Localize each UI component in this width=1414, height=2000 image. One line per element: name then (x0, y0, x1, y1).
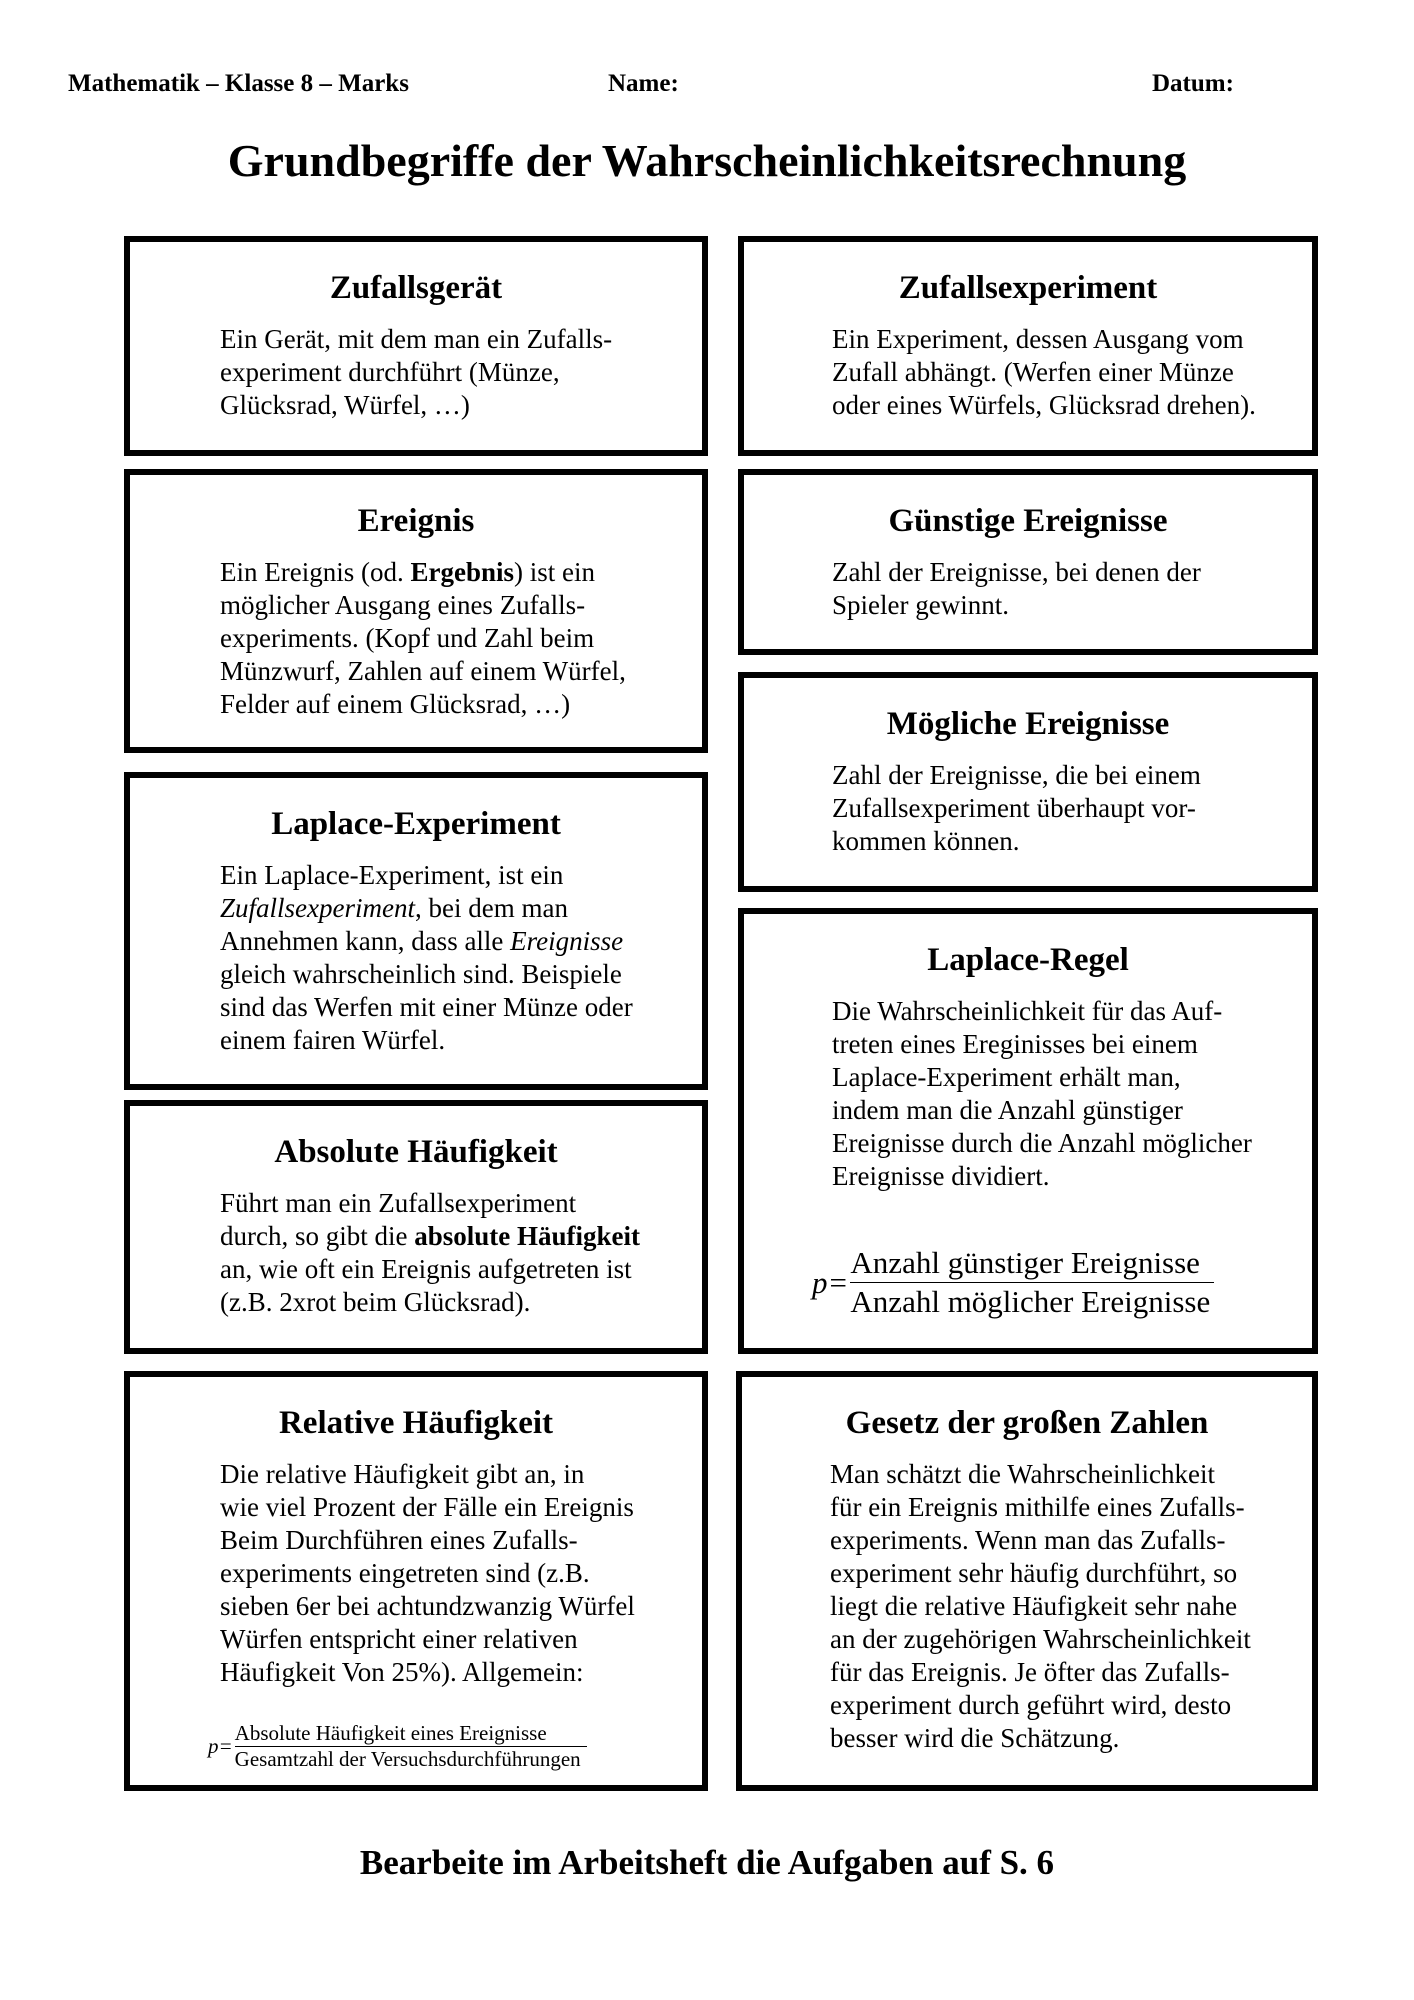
card-text-line: Ereignisse dividiert. (832, 1161, 1050, 1191)
formula-denominator: Gesamtzahl der Versuchsdurchführungen (234, 1747, 581, 1771)
italic-term: Ereignisse (510, 926, 624, 956)
card-text-line: Glücksrad, Würfel, …) (220, 390, 470, 420)
card-text-line: wie viel Prozent der Fälle ein Ereignis (220, 1492, 634, 1522)
ergebnis-term: Ergebnis (410, 557, 514, 587)
card-text-line: Münzwurf, Zahlen auf einem Würfel, (220, 656, 626, 686)
card-title: Laplace-Experiment (271, 806, 561, 842)
card-zufallsgeraet (124, 236, 708, 456)
card-text-line: kommen können. (832, 826, 1020, 856)
card-text-line: besser wird die Schätzung. (830, 1723, 1120, 1753)
card-text-line: Würfen entspricht einer relativen (220, 1624, 578, 1654)
date-label: Datum: (1152, 70, 1234, 97)
card-text-line: Führt man ein Zufallsexperiment (220, 1188, 577, 1218)
card-text-line: experiment durchführt (Münze, (220, 357, 560, 387)
card-text-line: experiments. Wenn man das Zufalls- (830, 1525, 1226, 1555)
page-title: Grundbegriffe der Wahrscheinlichkeitsrechnung (227, 135, 1187, 186)
card-text-line: Man schätzt die Wahrscheinlichkeit (830, 1459, 1215, 1489)
card-guenstige-ereignisse (738, 469, 1318, 655)
card-text-line: liegt die relative Häufigkeit sehr nahe (830, 1591, 1238, 1621)
card-text-line: für ein Ereignis mithilfe eines Zufalls- (830, 1492, 1245, 1522)
card-text-line: indem man die Anzahl günstiger (832, 1095, 1183, 1125)
course-label: Mathematik – Klasse 8 – Marks (68, 70, 409, 97)
card-absolute-haeufigkeit (124, 1100, 708, 1354)
card-laplace-experiment (124, 772, 708, 1090)
card-text-line: Zufallsexperiment überhaupt vor- (832, 793, 1196, 823)
card-text-line: Ereignisse durch die Anzahl möglicher (832, 1128, 1252, 1158)
card-title: Gesetz der großen Zahlen (845, 1405, 1209, 1441)
card-ereignis (124, 469, 708, 753)
card-text-line: Ein Laplace-Experiment, ist ein (220, 860, 564, 890)
card-text-line: oder eines Würfels, Glücksrad drehen). (832, 390, 1256, 420)
card-text-line: sind das Werfen mit einer Münze oder (220, 992, 633, 1022)
card-text-line: an, wie oft ein Ereignis aufgetreten ist (220, 1254, 632, 1284)
card-title: Laplace-Regel (927, 942, 1129, 978)
formula-numerator: Anzahl günstiger Ereignisse (850, 1244, 1214, 1283)
card-title: Ereignis (357, 503, 475, 539)
card-text-line: Häufigkeit Von 25%). Allgemein: (220, 1657, 584, 1687)
card-text-line: Ein Experiment, dessen Ausgang vom (832, 324, 1244, 354)
card-text-line: Annehmen kann, dass alle (220, 926, 511, 956)
formula-variable: p= (812, 1264, 849, 1300)
card-text-line: Ein Ereignis (od. (220, 557, 411, 587)
italic-term: Zufallsexperiment (220, 893, 415, 923)
card-gesetz-der-grossen-zahlen (736, 1371, 1318, 1791)
card-text-line: treten eines Ereginisses bei einem (832, 1029, 1198, 1059)
card-text-line: Zahl der Ereignisse, die bei einem (832, 760, 1201, 790)
card-moegliche-ereignisse (738, 672, 1318, 892)
card-text-line: Ein Gerät, mit dem man ein Zufalls- (220, 324, 613, 354)
card-text-line: experiment durch geführt wird, desto (830, 1690, 1232, 1720)
formula-numerator: Absolute Häufigkeit eines Ereignisse (235, 1721, 587, 1747)
absolute-term: absolute Häufigkeit (414, 1221, 641, 1251)
card-text-line: durch, so gibt die (220, 1221, 415, 1251)
card-text-line: experiments. (Kopf und Zahl beim (220, 623, 595, 653)
card-text-line: , bei dem man (414, 893, 568, 923)
relative-formula (208, 1721, 587, 1772)
card-text-line: Die relative Häufigkeit gibt an, in (220, 1459, 585, 1489)
card-text-line: Felder auf einem Glücksrad, …) (220, 689, 571, 719)
card-relative-haeufigkeit (124, 1371, 708, 1791)
card-text-line: Die Wahrscheinlichkeit für das Auf- (832, 996, 1223, 1026)
card-title: Günstige Ereignisse (888, 503, 1168, 539)
card-title: Absolute Häufigkeit (274, 1134, 558, 1170)
card-text-line: experiments eingetreten sind (z.B. (220, 1558, 590, 1588)
card-text-line: möglicher Ausgang eines Zufalls- (220, 590, 586, 620)
formula-denominator: Anzahl möglicher Ereignisse (850, 1284, 1211, 1319)
card-laplace-regel (738, 908, 1318, 1354)
card-text-line: Beim Durchführen eines Zufalls- (220, 1525, 578, 1555)
card-text-line: ) ist ein (514, 557, 595, 587)
footer-instruction: Bearbeite im Arbeitsheft die Aufgaben auf S. 6 (359, 1843, 1055, 1882)
card-text-line: einem fairen Würfel. (220, 1025, 446, 1055)
card-text-line: Zahl der Ereignisse, bei denen der (832, 557, 1201, 587)
name-label: Name: (608, 70, 679, 97)
card-zufallsexperiment (738, 236, 1318, 456)
card-text-line: für das Ereignis. Je öfter das Zufalls- (830, 1657, 1230, 1687)
card-title: Relative Häufigkeit (278, 1405, 554, 1441)
card-title: Mögliche Ereignisse (886, 706, 1170, 742)
card-text-line: gleich wahrscheinlich sind. Beispiele (220, 959, 622, 989)
card-text-line: an der zugehörigen Wahrscheinlichkeit (830, 1624, 1251, 1654)
card-title: Zufallsexperiment (898, 270, 1158, 306)
card-text-line: experiment sehr häufig durchführt, so (830, 1558, 1238, 1588)
card-text-line: Spieler gewinnt. (832, 590, 1009, 620)
laplace-formula (812, 1244, 1214, 1321)
card-title: Zufallsgerät (329, 270, 503, 306)
card-text-line: sieben 6er bei achtundzwanzig Würfel (220, 1591, 635, 1621)
card-text-line: Laplace-Experiment erhält man, (832, 1062, 1181, 1092)
card-text-line: Zufall abhängt. (Werfen einer Münze (832, 357, 1234, 387)
formula-variable: p= (208, 1734, 233, 1758)
card-text-line: (z.B. 2xrot beim Glücksrad). (220, 1287, 531, 1317)
